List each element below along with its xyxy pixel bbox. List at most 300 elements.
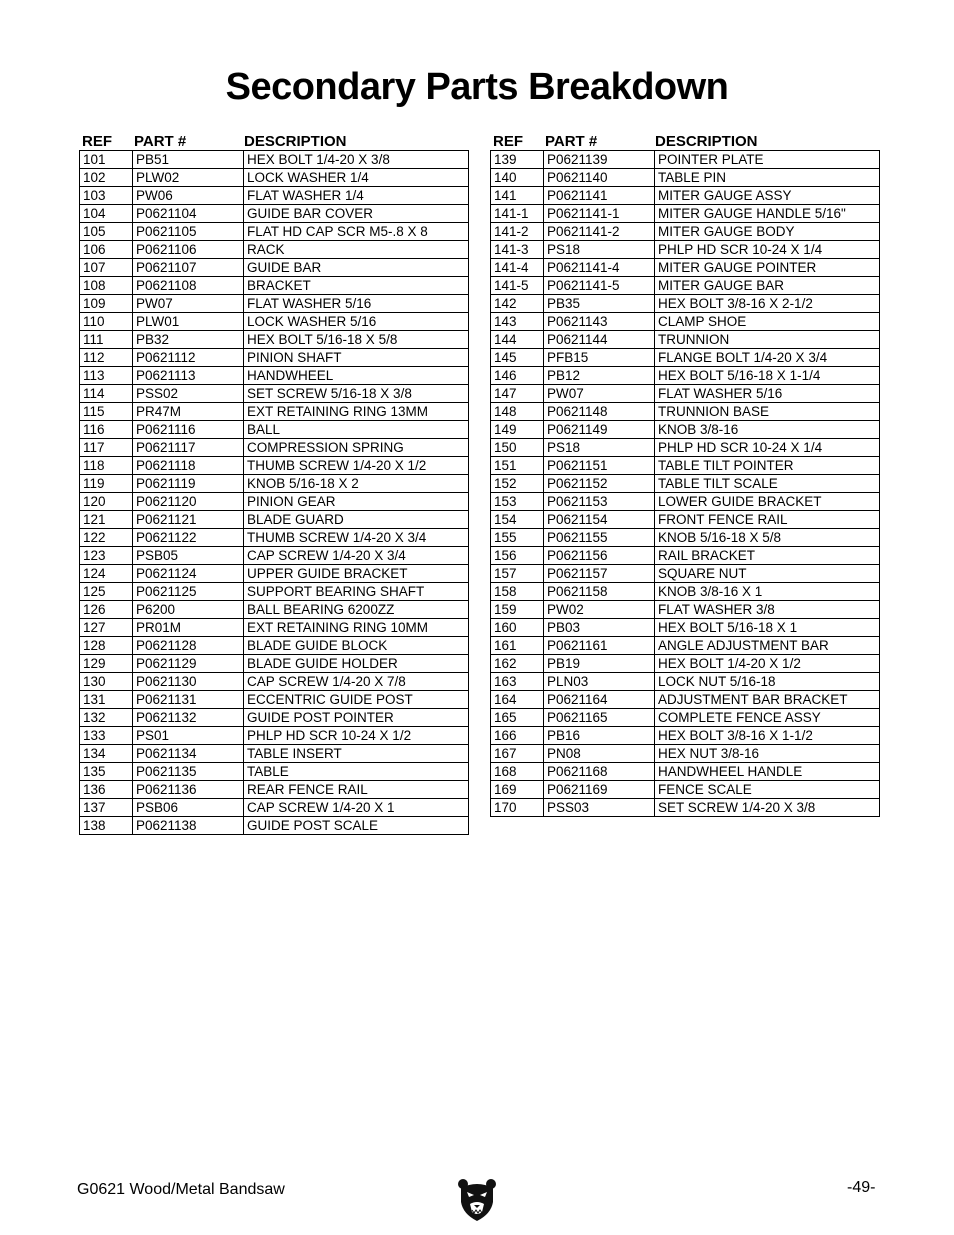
ref-cell: 105: [80, 223, 133, 241]
ref-cell: 115: [80, 403, 133, 421]
part-number-cell: PW02: [544, 601, 655, 619]
part-number-cell: PLW02: [133, 169, 244, 187]
table-row: [491, 385, 880, 403]
description-cell: HEX BOLT 5/16-18 X 1: [655, 619, 880, 637]
description-cell: PHLP HD SCR 10-24 X 1/2: [244, 727, 469, 745]
header-part: PART #: [545, 133, 598, 150]
part-number-cell: P0621165: [544, 709, 655, 727]
part-number-cell: PB19: [544, 655, 655, 673]
ref-cell: 165: [491, 709, 544, 727]
description-cell: BALL: [244, 421, 469, 439]
table-row: [80, 709, 469, 727]
ref-cell: 153: [491, 493, 544, 511]
description-cell: KNOB 5/16-18 X 5/8: [655, 529, 880, 547]
header-ref: REF: [82, 133, 112, 150]
description-cell: FENCE SCALE: [655, 781, 880, 799]
table-row: [491, 421, 880, 439]
ref-cell: 162: [491, 655, 544, 673]
table-row: [491, 511, 880, 529]
description-cell: FLANGE BOLT 1/4-20 X 3/4: [655, 349, 880, 367]
description-cell: POINTER PLATE: [655, 151, 880, 169]
ref-cell: 127: [80, 619, 133, 637]
table-row: [491, 673, 880, 691]
table-row: [491, 763, 880, 781]
part-number-cell: P0621132: [133, 709, 244, 727]
parts-table-left: [79, 128, 469, 835]
ref-cell: 108: [80, 277, 133, 295]
part-number-cell: P0621136: [133, 781, 244, 799]
part-number-cell: PW07: [133, 295, 244, 313]
part-number-cell: P0621161: [544, 637, 655, 655]
table-row: [80, 241, 469, 259]
table-row: [491, 331, 880, 349]
ref-cell: 125: [80, 583, 133, 601]
description-cell: COMPLETE FENCE ASSY: [655, 709, 880, 727]
ref-cell: 103: [80, 187, 133, 205]
part-number-cell: P0621156: [544, 547, 655, 565]
table-row: [80, 799, 469, 817]
part-number-cell: P0621125: [133, 583, 244, 601]
ref-cell: 142: [491, 295, 544, 313]
part-number-cell: PLW01: [133, 313, 244, 331]
description-cell: CLAMP SHOE: [655, 313, 880, 331]
description-cell: TABLE INSERT: [244, 745, 469, 763]
description-cell: COMPRESSION SPRING: [244, 439, 469, 457]
table-row: [80, 601, 469, 619]
table-row: [491, 205, 880, 223]
table-row: [80, 313, 469, 331]
description-cell: BLADE GUIDE BLOCK: [244, 637, 469, 655]
part-number-cell: P0621168: [544, 763, 655, 781]
table-row: [491, 313, 880, 331]
ref-cell: 113: [80, 367, 133, 385]
part-number-cell: P0621158: [544, 583, 655, 601]
description-cell: GUIDE BAR: [244, 259, 469, 277]
table-row: [80, 583, 469, 601]
table-row: [491, 439, 880, 457]
ref-cell: 129: [80, 655, 133, 673]
part-number-cell: P0621157: [544, 565, 655, 583]
description-cell: CAP SCREW 1/4-20 X 3/4: [244, 547, 469, 565]
part-number-cell: P0621131: [133, 691, 244, 709]
ref-cell: 136: [80, 781, 133, 799]
table-row: [80, 511, 469, 529]
description-cell: MITER GAUGE BODY: [655, 223, 880, 241]
ref-cell: 128: [80, 637, 133, 655]
part-number-cell: P0621141-5: [544, 277, 655, 295]
description-cell: GUIDE POST SCALE: [244, 817, 469, 835]
parts-table-left-body: [80, 151, 469, 835]
table-row: [80, 691, 469, 709]
table-row: [491, 223, 880, 241]
ref-cell: 130: [80, 673, 133, 691]
ref-cell: 141-3: [491, 241, 544, 259]
description-cell: BLADE GUARD: [244, 511, 469, 529]
table-row: [491, 727, 880, 745]
table-row: [491, 349, 880, 367]
ref-cell: 149: [491, 421, 544, 439]
part-number-cell: PS01: [133, 727, 244, 745]
header-description: DESCRIPTION: [244, 133, 347, 150]
description-cell: TABLE TILT POINTER: [655, 457, 880, 475]
part-number-cell: PB32: [133, 331, 244, 349]
ref-cell: 112: [80, 349, 133, 367]
ref-cell: 145: [491, 349, 544, 367]
ref-cell: 140: [491, 169, 544, 187]
table-row: [491, 745, 880, 763]
table-row: [80, 367, 469, 385]
part-number-cell: PB16: [544, 727, 655, 745]
table-row: [491, 457, 880, 475]
ref-cell: 163: [491, 673, 544, 691]
part-number-cell: PB03: [544, 619, 655, 637]
part-number-cell: P0621148: [544, 403, 655, 421]
table-row: [491, 637, 880, 655]
table-row: [80, 295, 469, 313]
ref-cell: 155: [491, 529, 544, 547]
ref-cell: 121: [80, 511, 133, 529]
ref-cell: 146: [491, 367, 544, 385]
description-cell: UPPER GUIDE BRACKET: [244, 565, 469, 583]
description-cell: LOWER GUIDE BRACKET: [655, 493, 880, 511]
footer-model: G0621 Wood/Metal Bandsaw: [77, 1181, 285, 1198]
description-cell: ADJUSTMENT BAR BRACKET: [655, 691, 880, 709]
description-cell: THUMB SCREW 1/4-20 X 3/4: [244, 529, 469, 547]
description-cell: KNOB 3/8-16 X 1: [655, 583, 880, 601]
table-row: [80, 637, 469, 655]
table-row: [491, 367, 880, 385]
part-number-cell: PB35: [544, 295, 655, 313]
table-row: [80, 565, 469, 583]
description-cell: KNOB 5/16-18 X 2: [244, 475, 469, 493]
description-cell: FLAT HD CAP SCR M5-.8 X 8: [244, 223, 469, 241]
description-cell: SUPPORT BEARING SHAFT: [244, 583, 469, 601]
ref-cell: 154: [491, 511, 544, 529]
description-cell: PHLP HD SCR 10-24 X 1/4: [655, 241, 880, 259]
table-row: [80, 547, 469, 565]
description-cell: RACK: [244, 241, 469, 259]
ref-cell: 132: [80, 709, 133, 727]
table-row: [491, 241, 880, 259]
ref-cell: 117: [80, 439, 133, 457]
table-row: [491, 547, 880, 565]
part-number-cell: P0621139: [544, 151, 655, 169]
description-cell: HEX BOLT 5/16-18 X 1-1/4: [655, 367, 880, 385]
description-cell: PHLP HD SCR 10-24 X 1/4: [655, 439, 880, 457]
part-number-cell: PSS03: [544, 799, 655, 817]
part-number-cell: P0621107: [133, 259, 244, 277]
description-cell: FRONT FENCE RAIL: [655, 511, 880, 529]
table-row: [491, 151, 880, 169]
description-cell: LOCK NUT 5/16-18: [655, 673, 880, 691]
table-row: [80, 205, 469, 223]
part-number-cell: PS18: [544, 241, 655, 259]
ref-cell: 141-2: [491, 223, 544, 241]
table-row: [491, 655, 880, 673]
table-row: [80, 727, 469, 745]
description-cell: HEX BOLT 5/16-18 X 5/8: [244, 331, 469, 349]
part-number-cell: P0621106: [133, 241, 244, 259]
ref-cell: 141: [491, 187, 544, 205]
part-number-cell: PSS02: [133, 385, 244, 403]
table-row: [80, 673, 469, 691]
part-number-cell: P6200: [133, 601, 244, 619]
ref-cell: 126: [80, 601, 133, 619]
page-number: -49-: [847, 1179, 876, 1196]
description-cell: MITER GAUGE POINTER: [655, 259, 880, 277]
part-number-cell: PB51: [133, 151, 244, 169]
ref-cell: 114: [80, 385, 133, 403]
description-cell: KNOB 3/8-16: [655, 421, 880, 439]
table-row: [491, 259, 880, 277]
description-cell: HEX BOLT 3/8-16 X 2-1/2: [655, 295, 880, 313]
table-row: [491, 403, 880, 421]
ref-cell: 143: [491, 313, 544, 331]
part-number-cell: P0621128: [133, 637, 244, 655]
ref-cell: 101: [80, 151, 133, 169]
part-number-cell: P0621138: [133, 817, 244, 835]
table-row: [491, 187, 880, 205]
description-cell: TABLE PIN: [655, 169, 880, 187]
table-row: [80, 187, 469, 205]
table-row: [80, 619, 469, 637]
ref-cell: 141-4: [491, 259, 544, 277]
part-number-cell: P0621164: [544, 691, 655, 709]
part-number-cell: P0621120: [133, 493, 244, 511]
ref-cell: 110: [80, 313, 133, 331]
table-row: [491, 781, 880, 799]
ref-cell: 160: [491, 619, 544, 637]
ref-cell: 148: [491, 403, 544, 421]
ref-cell: 139: [491, 151, 544, 169]
ref-cell: 157: [491, 565, 544, 583]
ref-cell: 147: [491, 385, 544, 403]
description-cell: HEX NUT 3/8-16: [655, 745, 880, 763]
description-cell: HANDWHEEL HANDLE: [655, 763, 880, 781]
ref-cell: 120: [80, 493, 133, 511]
description-cell: FLAT WASHER 5/16: [244, 295, 469, 313]
ref-cell: 158: [491, 583, 544, 601]
description-cell: CAP SCREW 1/4-20 X 7/8: [244, 673, 469, 691]
description-cell: SET SCREW 1/4-20 X 3/8: [655, 799, 880, 817]
table-row: [491, 583, 880, 601]
part-number-cell: PSB05: [133, 547, 244, 565]
part-number-cell: P0621104: [133, 205, 244, 223]
description-cell: LOCK WASHER 5/16: [244, 313, 469, 331]
ref-cell: 167: [491, 745, 544, 763]
description-cell: TRUNNION: [655, 331, 880, 349]
ref-cell: 161: [491, 637, 544, 655]
parts-table-right-body: [491, 151, 880, 817]
table-row: [80, 385, 469, 403]
ref-cell: 156: [491, 547, 544, 565]
table-row: [491, 799, 880, 817]
description-cell: BRACKET: [244, 277, 469, 295]
description-cell: THUMB SCREW 1/4-20 X 1/2: [244, 457, 469, 475]
description-cell: SET SCREW 5/16-18 X 3/8: [244, 385, 469, 403]
parts-table-left-header: [79, 128, 469, 150]
part-number-cell: P0621149: [544, 421, 655, 439]
bear-head-icon: [457, 1178, 497, 1222]
table-row: [491, 709, 880, 727]
part-number-cell: P0621105: [133, 223, 244, 241]
part-number-cell: P0621108: [133, 277, 244, 295]
ref-cell: 135: [80, 763, 133, 781]
ref-cell: 116: [80, 421, 133, 439]
part-number-cell: PN08: [544, 745, 655, 763]
table-row: [491, 169, 880, 187]
table-row: [80, 817, 469, 835]
description-cell: LOCK WASHER 1/4: [244, 169, 469, 187]
part-number-cell: PSB06: [133, 799, 244, 817]
part-number-cell: P0621153: [544, 493, 655, 511]
table-row: [80, 655, 469, 673]
ref-cell: 131: [80, 691, 133, 709]
ref-cell: 124: [80, 565, 133, 583]
description-cell: TRUNNION BASE: [655, 403, 880, 421]
part-number-cell: PS18: [544, 439, 655, 457]
description-cell: MITER GAUGE BAR: [655, 277, 880, 295]
description-cell: BLADE GUIDE HOLDER: [244, 655, 469, 673]
ref-cell: 138: [80, 817, 133, 835]
table-row: [80, 421, 469, 439]
description-cell: REAR FENCE RAIL: [244, 781, 469, 799]
ref-cell: 169: [491, 781, 544, 799]
description-cell: GUIDE BAR COVER: [244, 205, 469, 223]
table-row: [80, 277, 469, 295]
table-row: [491, 619, 880, 637]
part-number-cell: P0621151: [544, 457, 655, 475]
table-row: [80, 745, 469, 763]
table-row: [491, 295, 880, 313]
table-row: [80, 763, 469, 781]
header-description: DESCRIPTION: [655, 133, 758, 150]
table-row: [80, 457, 469, 475]
ref-cell: 106: [80, 241, 133, 259]
table-row: [80, 331, 469, 349]
ref-cell: 107: [80, 259, 133, 277]
part-number-cell: P0621143: [544, 313, 655, 331]
description-cell: FLAT WASHER 3/8: [655, 601, 880, 619]
description-cell: ANGLE ADJUSTMENT BAR: [655, 637, 880, 655]
ref-cell: 159: [491, 601, 544, 619]
table-row: [491, 475, 880, 493]
ref-cell: 118: [80, 457, 133, 475]
description-cell: HEX BOLT 1/4-20 X 3/8: [244, 151, 469, 169]
ref-cell: 152: [491, 475, 544, 493]
part-number-cell: PB12: [544, 367, 655, 385]
parts-table-right: [490, 128, 880, 817]
parts-table-right-header: [490, 128, 880, 150]
description-cell: HEX BOLT 3/8-16 X 1-1/2: [655, 727, 880, 745]
description-cell: TABLE: [244, 763, 469, 781]
ref-cell: 144: [491, 331, 544, 349]
description-cell: MITER GAUGE HANDLE 5/16": [655, 205, 880, 223]
table-row: [491, 601, 880, 619]
ref-cell: 104: [80, 205, 133, 223]
part-number-cell: P0621141: [544, 187, 655, 205]
ref-cell: 141-1: [491, 205, 544, 223]
part-number-cell: P0621141-4: [544, 259, 655, 277]
ref-cell: 168: [491, 763, 544, 781]
part-number-cell: P0621121: [133, 511, 244, 529]
part-number-cell: P0621130: [133, 673, 244, 691]
table-row: [491, 565, 880, 583]
ref-cell: 133: [80, 727, 133, 745]
ref-cell: 119: [80, 475, 133, 493]
description-cell: EXT RETAINING RING 10MM: [244, 619, 469, 637]
description-cell: BALL BEARING 6200ZZ: [244, 601, 469, 619]
table-row: [80, 259, 469, 277]
ref-cell: 123: [80, 547, 133, 565]
table-row: [80, 781, 469, 799]
ref-cell: 109: [80, 295, 133, 313]
ref-cell: 164: [491, 691, 544, 709]
ref-cell: 141-5: [491, 277, 544, 295]
description-cell: PINION SHAFT: [244, 349, 469, 367]
part-number-cell: P0621124: [133, 565, 244, 583]
part-number-cell: P0621135: [133, 763, 244, 781]
ref-cell: 166: [491, 727, 544, 745]
ref-cell: 122: [80, 529, 133, 547]
description-cell: FLAT WASHER 1/4: [244, 187, 469, 205]
description-cell: HANDWHEEL: [244, 367, 469, 385]
table-row: [491, 493, 880, 511]
part-number-cell: P0621117: [133, 439, 244, 457]
table-row: [80, 529, 469, 547]
description-cell: TABLE TILT SCALE: [655, 475, 880, 493]
part-number-cell: P0621118: [133, 457, 244, 475]
part-number-cell: P0621112: [133, 349, 244, 367]
table-row: [80, 223, 469, 241]
description-cell: HEX BOLT 1/4-20 X 1/2: [655, 655, 880, 673]
part-number-cell: PLN03: [544, 673, 655, 691]
table-row: [80, 349, 469, 367]
part-number-cell: P0621134: [133, 745, 244, 763]
part-number-cell: P0621141-1: [544, 205, 655, 223]
description-cell: CAP SCREW 1/4-20 X 1: [244, 799, 469, 817]
part-number-cell: P0621116: [133, 421, 244, 439]
table-row: [80, 403, 469, 421]
part-number-cell: P0621122: [133, 529, 244, 547]
part-number-cell: P0621155: [544, 529, 655, 547]
part-number-cell: P0621141-2: [544, 223, 655, 241]
part-number-cell: P0621144: [544, 331, 655, 349]
ref-cell: 170: [491, 799, 544, 817]
part-number-cell: PW06: [133, 187, 244, 205]
table-row: [80, 439, 469, 457]
part-number-cell: PFB15: [544, 349, 655, 367]
table-row: [491, 529, 880, 547]
part-number-cell: P0621169: [544, 781, 655, 799]
ref-cell: 102: [80, 169, 133, 187]
description-cell: SQUARE NUT: [655, 565, 880, 583]
table-row: [491, 277, 880, 295]
ref-cell: 134: [80, 745, 133, 763]
part-number-cell: P0621154: [544, 511, 655, 529]
part-number-cell: PR01M: [133, 619, 244, 637]
table-row: [491, 691, 880, 709]
ref-cell: 150: [491, 439, 544, 457]
table-row: [80, 475, 469, 493]
part-number-cell: P0621140: [544, 169, 655, 187]
part-number-cell: PR47M: [133, 403, 244, 421]
description-cell: EXT RETAINING RING 13MM: [244, 403, 469, 421]
description-cell: ECCENTRIC GUIDE POST: [244, 691, 469, 709]
table-row: [80, 493, 469, 511]
header-part: PART #: [134, 133, 187, 150]
table-row: [80, 169, 469, 187]
